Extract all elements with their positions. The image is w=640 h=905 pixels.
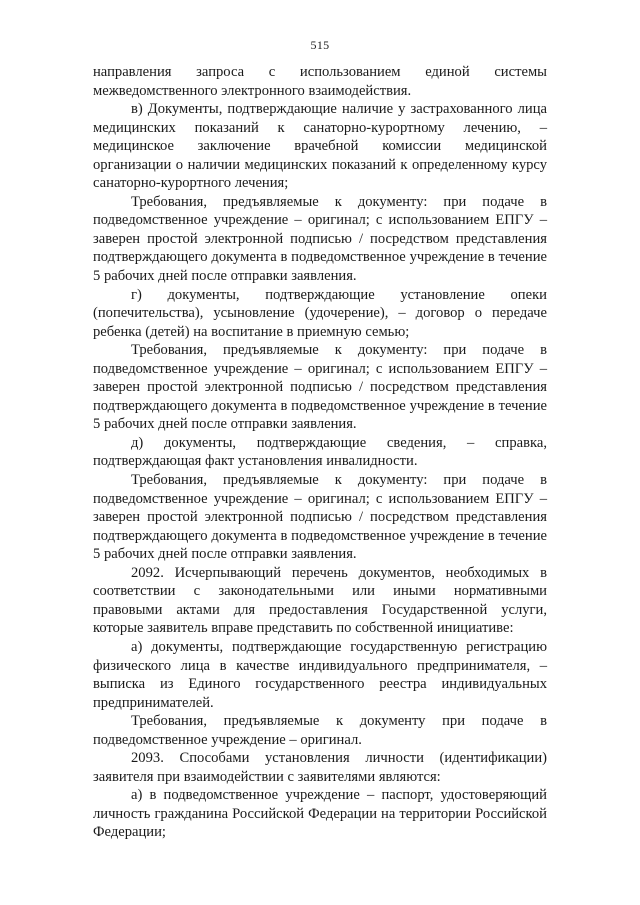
- paragraph-requirements-2: Требования, предъявляемые к документу: при подаче в подведомственное учреждение – оригинал; с использованием ЕПГУ – заверен простой электронной подписью / посредством представления подтверждающего документа в подведомственное учреждение в течение 5 рабочих дней после отправки заявления.: [93, 342, 547, 433]
- paragraph-requirements-1: Требования, предъявляемые к документу: при подаче в подведомственное учреждение – оригинал; с использованием ЕПГУ – заверен простой электронной подписью / посредством представления подтверждающего документа в подведомственное учреждение в течение 5 рабочих дней после отправки заявления.: [93, 193, 547, 285]
- paragraph-item-a-entrepreneur-registration: а) документы, подтверждающие государственную регистрацию физического лица в качестве индивидуального предпринимателя, – выписка из Единого государственного реестра индивидуальных предпринимателей.: [93, 638, 547, 711]
- document-body: [93, 63, 547, 842]
- paragraph-2093-identification-methods: 2093. Способами установления личности (идентификации) заявителя при взаимодействии с заявителями являются:: [93, 750, 547, 785]
- paragraph-request-direction: направления запроса с использованием единой системы межведомственного электронного взаимодействия.: [93, 64, 547, 99]
- paragraph-requirements-4: Требования, предъявляемые к документу при подаче в подведомственное учреждение – оригинал.: [93, 713, 547, 748]
- paragraph-item-g-guardianship: г) документы, подтверждающие установление опеки (попечительства), усыновление (удочерение), – договор о передаче ребенка (детей) на воспитание в приемную семью;: [93, 286, 547, 340]
- paragraph-item-d-disability: д) документы, подтверждающие сведения, – справка, подтверждающая факт установления инвалидности.: [93, 434, 547, 470]
- paragraph-requirements-3: Требования, предъявляемые к документу: при подаче в подведомственное учреждение – оригинал; с использованием ЕПГУ – заверен простой электронной подписью / посредством представления подтверждающего документа в подведомственное учреждение в течение 5 рабочих дней после отправки заявления.: [93, 472, 547, 563]
- page-number: 515: [310, 38, 330, 52]
- paragraph-item-v-medical-indications: в) Документы, подтверждающие наличие у застрахованного лица медицинских показаний к санаторно-курортному лечению, – медицинское заключение врачебной комиссии медицинской организации о наличии медицинских показаний к определенному курсу санаторно-курортного лечения;: [93, 101, 547, 192]
- paragraph-2092-documents-list: 2092. Исчерпывающий перечень документов, необходимых в соответствии с законодательными или иными нормативными правовыми актами для предоставления Государственной услуги, которые заявитель вправе представить по собственной инициативе:: [93, 564, 547, 637]
- paragraph-item-a-passport: а) в подведомственное учреждение – паспорт, удостоверяющий личность гражданина Российской Федерации на территории Российской Федерации;: [93, 787, 547, 841]
